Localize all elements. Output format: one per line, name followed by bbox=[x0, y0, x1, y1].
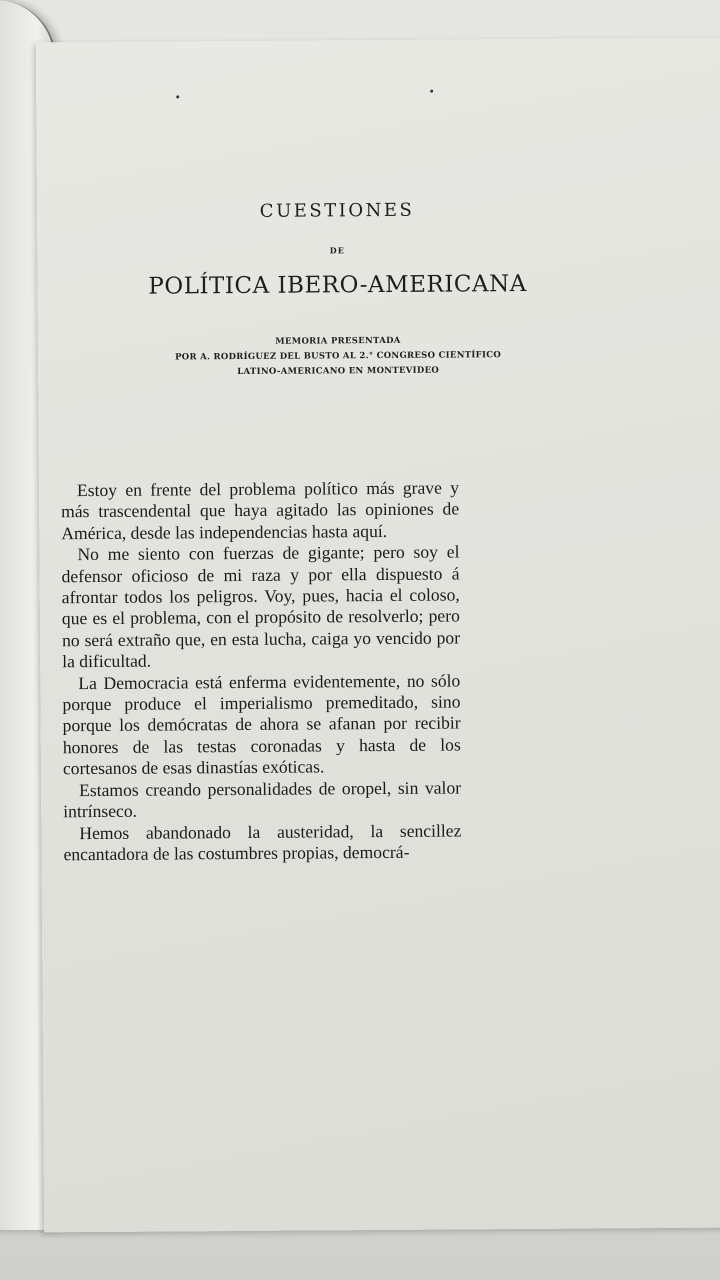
subtitle-line: POR A. RODRÍGUEZ DEL BUSTO AL 2.° CONGRESO CIENTÍFICO bbox=[175, 350, 502, 363]
paragraph: No me siento con fuerzas de gigante; pero soy el defensor oficioso de mi raza y por ella dispuesto á afrontar todos los peligros. Voy, pues, hacia el coloso, que es el problema, con el propósito de resolverlo; pero no será extraño que, en esta lucha, caiga yo vencido por la dificultad. bbox=[61, 541, 461, 672]
paragraph: Estamos creando personalidades de oropel, sin valor intrínseco. bbox=[63, 777, 462, 822]
body-text bbox=[61, 477, 462, 865]
title-cuestiones: CUESTIONES bbox=[259, 199, 415, 222]
title-connector: DE bbox=[329, 245, 345, 256]
subtitle-block bbox=[98, 333, 578, 381]
paragraph: Estoy en frente del problema político más grave y más trascendental que haya agitado las opiniones de América, desde las independencias hasta aquí. bbox=[61, 477, 460, 544]
book-page bbox=[36, 38, 720, 1233]
paragraph: La Democracia está enferma evidentemente, no sólo porque produce el imperialismo premeditado, sino porque los demócratas de ahora se afanan por recibir honores de las testas coronadas y hasta de los cortesanos de esas dinastías exóticas. bbox=[62, 670, 461, 779]
subtitle-line: LATINO-AMERICANO EN MONTEVIDEO bbox=[237, 365, 440, 378]
paper-speck bbox=[430, 90, 433, 93]
subtitle-line: MEMORIA PRESENTADA bbox=[275, 335, 401, 347]
page-title: POLÍTICA IBERO-AMERICANA bbox=[148, 271, 527, 300]
paper-speck bbox=[176, 95, 179, 98]
paragraph: Hemos abandonado la austeridad, la sencillez encantadora de las costumbres propias, democrá- bbox=[63, 819, 462, 865]
